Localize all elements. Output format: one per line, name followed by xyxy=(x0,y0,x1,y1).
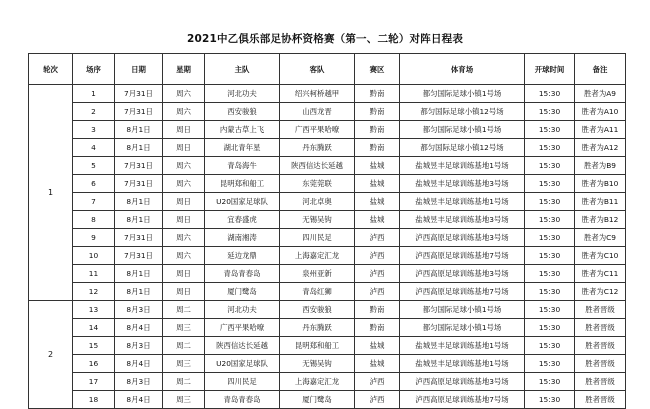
kickoff-cell: 15:30 xyxy=(525,85,575,103)
away-team-cell: 四川民足 xyxy=(280,229,355,247)
kickoff-cell: 15:30 xyxy=(525,391,575,409)
division-cell: 黔南 xyxy=(355,121,400,139)
remarks-cell: 胜者晋级 xyxy=(575,355,626,373)
table-row xyxy=(29,373,626,391)
match-no-cell: 13 xyxy=(73,301,115,319)
weekday-cell: 周二 xyxy=(163,301,205,319)
away-team-cell: 广西平果哈嘹 xyxy=(280,121,355,139)
table-row xyxy=(29,103,626,121)
match-no-cell: 11 xyxy=(73,265,115,283)
away-team-cell: 东莞莞联 xyxy=(280,175,355,193)
away-team-cell: 无锡吴钩 xyxy=(280,355,355,373)
stadium-cell: 都匀国际足球小镇12号场 xyxy=(400,103,525,121)
weekday-cell: 周六 xyxy=(163,229,205,247)
remarks-cell: 胜者晋级 xyxy=(575,337,626,355)
weekday-cell: 周二 xyxy=(163,373,205,391)
away-team-cell: 山西龙晋 xyxy=(280,103,355,121)
match-no-cell: 9 xyxy=(73,229,115,247)
away-team-cell: 河北卓奥 xyxy=(280,193,355,211)
header-remarks: 备注 xyxy=(575,54,626,85)
weekday-cell: 周三 xyxy=(163,319,205,337)
home-team-cell: U20国家足球队 xyxy=(205,355,280,373)
division-cell: 盐城 xyxy=(355,157,400,175)
table-row xyxy=(29,301,626,319)
schedule-table xyxy=(28,53,626,409)
table-row xyxy=(29,229,626,247)
stadium-cell: 都匀国际足球小镇1号场 xyxy=(400,301,525,319)
kickoff-cell: 15:30 xyxy=(525,121,575,139)
round-cell: 2 xyxy=(29,301,73,409)
remarks-cell: 胜者为C11 xyxy=(575,265,626,283)
kickoff-cell: 15:30 xyxy=(525,265,575,283)
division-cell: 泸西 xyxy=(355,229,400,247)
remarks-cell: 胜者为A10 xyxy=(575,103,626,121)
stadium-cell: 都匀国际足球小镇12号场 xyxy=(400,139,525,157)
match-no-cell: 5 xyxy=(73,157,115,175)
weekday-cell: 周三 xyxy=(163,391,205,409)
away-team-cell: 泉州亚新 xyxy=(280,265,355,283)
away-team-cell: 绍兴柯桥越甲 xyxy=(280,85,355,103)
match-no-cell: 16 xyxy=(73,355,115,373)
kickoff-cell: 15:30 xyxy=(525,355,575,373)
away-team-cell: 西安骏狼 xyxy=(280,301,355,319)
stadium-cell: 都匀国际足球小镇1号场 xyxy=(400,121,525,139)
weekday-cell: 周六 xyxy=(163,175,205,193)
weekday-cell: 周日 xyxy=(163,193,205,211)
match-no-cell: 8 xyxy=(73,211,115,229)
date-cell: 8月1日 xyxy=(115,193,163,211)
remarks-cell: 胜者为B9 xyxy=(575,157,626,175)
division-cell: 泸西 xyxy=(355,391,400,409)
away-team-cell: 丹东腾跃 xyxy=(280,319,355,337)
division-cell: 泸西 xyxy=(355,247,400,265)
weekday-cell: 周三 xyxy=(163,355,205,373)
remarks-cell: 胜者为A12 xyxy=(575,139,626,157)
header-row xyxy=(29,54,626,85)
home-team-cell: 湖北青年星 xyxy=(205,139,280,157)
document-title: 2021中乙俱乐部足协杯资格赛（第一、二轮）对阵日程表 xyxy=(186,33,464,45)
remarks-cell: 胜者晋级 xyxy=(575,319,626,337)
match-no-cell: 1 xyxy=(73,85,115,103)
division-cell: 黔南 xyxy=(355,301,400,319)
weekday-cell: 周六 xyxy=(163,85,205,103)
stadium-cell: 泸西高原足球训练基地3号场 xyxy=(400,265,525,283)
kickoff-cell: 15:30 xyxy=(525,211,575,229)
header-away-team: 客队 xyxy=(280,54,355,85)
table-row xyxy=(29,265,626,283)
home-team-cell: 青岛青春岛 xyxy=(205,391,280,409)
stadium-cell: 盐城昱丰足球训练基地1号场 xyxy=(400,157,525,175)
stadium-cell: 都匀国际足球小镇1号场 xyxy=(400,85,525,103)
weekday-cell: 周六 xyxy=(163,247,205,265)
match-no-cell: 17 xyxy=(73,373,115,391)
date-cell: 8月1日 xyxy=(115,265,163,283)
date-cell: 8月4日 xyxy=(115,391,163,409)
stadium-cell: 泸西高原足球训练基地7号场 xyxy=(400,247,525,265)
home-team-cell: 昆明郑和船工 xyxy=(205,175,280,193)
date-cell: 8月1日 xyxy=(115,283,163,301)
kickoff-cell: 15:30 xyxy=(525,247,575,265)
kickoff-cell: 15:30 xyxy=(525,337,575,355)
table-row xyxy=(29,175,626,193)
remarks-cell: 胜者晋级 xyxy=(575,391,626,409)
remarks-cell: 胜者为B10 xyxy=(575,175,626,193)
date-cell: 8月3日 xyxy=(115,373,163,391)
kickoff-cell: 15:30 xyxy=(525,175,575,193)
table-row xyxy=(29,157,626,175)
home-team-cell: 延边龙鼎 xyxy=(205,247,280,265)
date-cell: 8月1日 xyxy=(115,139,163,157)
header-weekday: 星期 xyxy=(163,54,205,85)
division-cell: 泸西 xyxy=(355,373,400,391)
division-cell: 盐城 xyxy=(355,355,400,373)
away-team-cell: 陕西信达长延越 xyxy=(280,157,355,175)
weekday-cell: 周日 xyxy=(163,265,205,283)
home-team-cell: 四川民足 xyxy=(205,373,280,391)
match-no-cell: 15 xyxy=(73,337,115,355)
stadium-cell: 盐城昱丰足球训练基地3号场 xyxy=(400,175,525,193)
header-division: 赛区 xyxy=(355,54,400,85)
weekday-cell: 周二 xyxy=(163,337,205,355)
stadium-cell: 盐城昱丰足球训练基地1号场 xyxy=(400,337,525,355)
home-team-cell: 宜春盛虎 xyxy=(205,211,280,229)
stadium-cell: 盐城昱丰足球训练基地1号场 xyxy=(400,193,525,211)
weekday-cell: 周日 xyxy=(163,211,205,229)
home-team-cell: 河北功夫 xyxy=(205,85,280,103)
date-cell: 8月3日 xyxy=(115,301,163,319)
remarks-cell: 胜者为B11 xyxy=(575,193,626,211)
division-cell: 盐城 xyxy=(355,193,400,211)
round-cell: 1 xyxy=(29,85,73,301)
table-row xyxy=(29,121,626,139)
date-cell: 8月4日 xyxy=(115,355,163,373)
header-kickoff: 开球时间 xyxy=(525,54,575,85)
date-cell: 7月31日 xyxy=(115,175,163,193)
date-cell: 7月31日 xyxy=(115,103,163,121)
remarks-cell: 胜者为C9 xyxy=(575,229,626,247)
date-cell: 8月3日 xyxy=(115,337,163,355)
stadium-cell: 泸西高原足球训练基地3号场 xyxy=(400,229,525,247)
table-row xyxy=(29,85,626,103)
match-no-cell: 4 xyxy=(73,139,115,157)
away-team-cell: 丹东腾跃 xyxy=(280,139,355,157)
match-no-cell: 14 xyxy=(73,319,115,337)
table-row xyxy=(29,139,626,157)
kickoff-cell: 15:30 xyxy=(525,139,575,157)
division-cell: 黔南 xyxy=(355,319,400,337)
weekday-cell: 周日 xyxy=(163,139,205,157)
division-cell: 盐城 xyxy=(355,337,400,355)
home-team-cell: 青岛青春岛 xyxy=(205,265,280,283)
weekday-cell: 周日 xyxy=(163,121,205,139)
home-team-cell: 西安骏狼 xyxy=(205,103,280,121)
home-team-cell: 厦门鹭岛 xyxy=(205,283,280,301)
kickoff-cell: 15:30 xyxy=(525,157,575,175)
header-home-team: 主队 xyxy=(205,54,280,85)
division-cell: 黔南 xyxy=(355,139,400,157)
home-team-cell: 河北功夫 xyxy=(205,301,280,319)
match-no-cell: 7 xyxy=(73,193,115,211)
division-cell: 黔南 xyxy=(355,85,400,103)
home-team-cell: 陕西信达长延越 xyxy=(205,337,280,355)
stadium-cell: 都匀国际足球小镇1号场 xyxy=(400,319,525,337)
date-cell: 8月1日 xyxy=(115,211,163,229)
table-row xyxy=(29,337,626,355)
match-no-cell: 3 xyxy=(73,121,115,139)
away-team-cell: 上海嘉定汇龙 xyxy=(280,373,355,391)
weekday-cell: 周日 xyxy=(163,283,205,301)
header-round: 轮次 xyxy=(29,54,73,85)
remarks-cell: 胜者为C12 xyxy=(575,283,626,301)
division-cell: 黔南 xyxy=(355,103,400,121)
remarks-cell: 胜者为A9 xyxy=(575,85,626,103)
table-row xyxy=(29,211,626,229)
weekday-cell: 周六 xyxy=(163,157,205,175)
remarks-cell: 胜者为C10 xyxy=(575,247,626,265)
home-team-cell: U20国家足球队 xyxy=(205,193,280,211)
table-row xyxy=(29,355,626,373)
stadium-cell: 泸西高原足球训练基地7号场 xyxy=(400,283,525,301)
date-cell: 7月31日 xyxy=(115,85,163,103)
kickoff-cell: 15:30 xyxy=(525,319,575,337)
home-team-cell: 广西平果哈嘹 xyxy=(205,319,280,337)
division-cell: 泸西 xyxy=(355,283,400,301)
table-row xyxy=(29,193,626,211)
stadium-cell: 泸西高原足球训练基地3号场 xyxy=(400,373,525,391)
table-row xyxy=(29,283,626,301)
home-team-cell: 内蒙古草上飞 xyxy=(205,121,280,139)
date-cell: 7月31日 xyxy=(115,157,163,175)
remarks-cell: 胜者晋级 xyxy=(575,373,626,391)
table-row xyxy=(29,391,626,409)
kickoff-cell: 15:30 xyxy=(525,373,575,391)
match-no-cell: 6 xyxy=(73,175,115,193)
away-team-cell: 青岛红狮 xyxy=(280,283,355,301)
kickoff-cell: 15:30 xyxy=(525,301,575,319)
home-team-cell: 青岛海牛 xyxy=(205,157,280,175)
weekday-cell: 周六 xyxy=(163,103,205,121)
match-no-cell: 12 xyxy=(73,283,115,301)
header-stadium: 体育场 xyxy=(400,54,525,85)
date-cell: 8月1日 xyxy=(115,121,163,139)
match-no-cell: 10 xyxy=(73,247,115,265)
header-match-no: 场序 xyxy=(73,54,115,85)
away-team-cell: 上海嘉定汇龙 xyxy=(280,247,355,265)
kickoff-cell: 15:30 xyxy=(525,103,575,121)
kickoff-cell: 15:30 xyxy=(525,193,575,211)
date-cell: 7月31日 xyxy=(115,229,163,247)
home-team-cell: 湖南湘涛 xyxy=(205,229,280,247)
away-team-cell: 无锡吴钩 xyxy=(280,211,355,229)
table-row xyxy=(29,247,626,265)
division-cell: 盐城 xyxy=(355,175,400,193)
away-team-cell: 厦门鹭岛 xyxy=(280,391,355,409)
away-team-cell: 昆明郑和船工 xyxy=(280,337,355,355)
division-cell: 泸西 xyxy=(355,265,400,283)
match-no-cell: 18 xyxy=(73,391,115,409)
kickoff-cell: 15:30 xyxy=(525,229,575,247)
date-cell: 8月4日 xyxy=(115,319,163,337)
remarks-cell: 胜者为A11 xyxy=(575,121,626,139)
remarks-cell: 胜者晋级 xyxy=(575,301,626,319)
kickoff-cell: 15:30 xyxy=(525,283,575,301)
division-cell: 盐城 xyxy=(355,211,400,229)
stadium-cell: 泸西高原足球训练基地7号场 xyxy=(400,391,525,409)
table-row xyxy=(29,319,626,337)
date-cell: 7月31日 xyxy=(115,247,163,265)
remarks-cell: 胜者为B12 xyxy=(575,211,626,229)
header-date: 日期 xyxy=(115,54,163,85)
stadium-cell: 盐城昱丰足球训练基地1号场 xyxy=(400,355,525,373)
stadium-cell: 盐城昱丰足球训练基地3号场 xyxy=(400,211,525,229)
match-no-cell: 2 xyxy=(73,103,115,121)
